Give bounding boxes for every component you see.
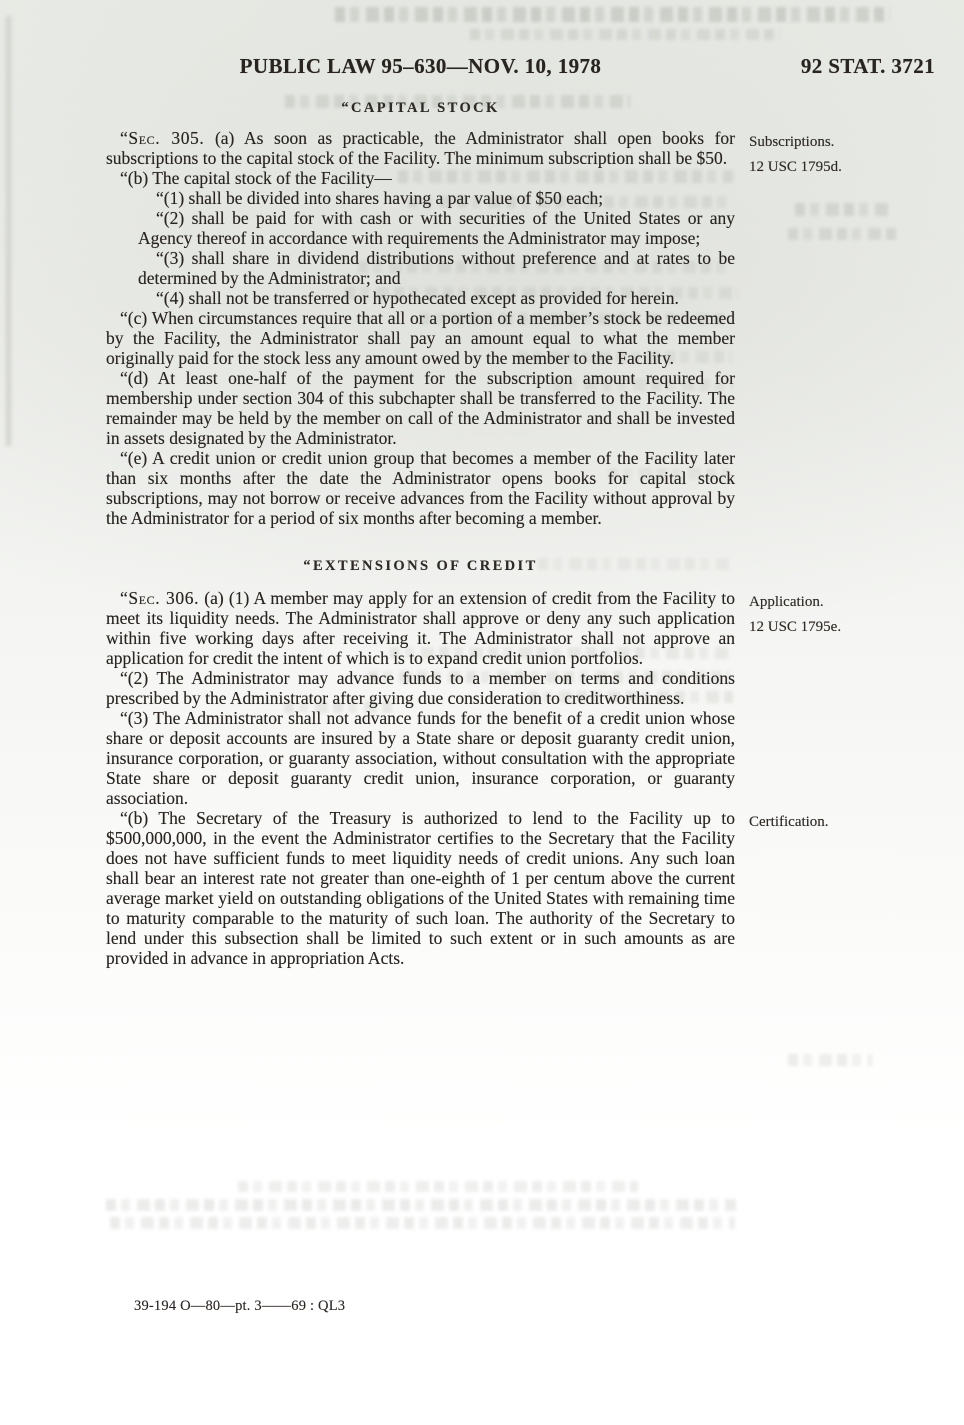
paragraph-text: (a) (1) A member may apply for an extension of credit from the Facility to meet its liquidity needs. The Administrator shall approve or deny any such application within five working days after receiving it. The Administrator shall not approve an application for credit the intent of which is to expand credit union portfolios.	[106, 588, 735, 668]
paragraph-text: “(4) shall not be transferred or hypothecated except as provided for herein.	[156, 288, 679, 308]
paragraph-text: “(d) At least one-half of the payment for the subscription amount required for membership under section 304 of this subchapter shall be transferred to the Facility. The remainder may be held by the member on call of the Administrator and shall be invested in assets designated by the Administrator.	[106, 368, 735, 448]
statutes-at-large-reference: 92 STAT. 3721	[800, 54, 935, 78]
paragraph-text: “(3) shall share in dividend distributions without preference and at rates to be determined by the Administrator; and	[138, 248, 735, 288]
print-imprint-line: 39-194 O—80—pt. 3——69 : QL3	[134, 1298, 346, 1314]
section-heading: “EXTENSIONS OF CREDIT	[303, 558, 538, 574]
paragraph-text: “(3) The Administrator shall not advance funds for the benefit of a credit union whose share or deposit accounts are insured by a State share or deposit guaranty credit union, insurance corporation, or guaranty association, without consultation with the appropriate State share or deposit guaranty credit union, insurance corporation, or guaranty association.	[106, 708, 735, 808]
running-head	[106, 54, 935, 80]
bleedthrough-artifact	[106, 1199, 736, 1211]
paragraph-text: “(b) The Secretary of the Treasury is authorized to lend to the Facility up to $500,000,000, in the event the Administrator certifies to the Secretary that the Facility does not have sufficient funds to meet liquidity needs of credit unions. Any such loan shall bear an interest rate not greater than one-eighth of 1 per centum above the current average market yield on outstanding obligations of the United States with remaining time to maturity comparable to the maturity of such loan. The authority of the Secretary to lend under this subsection shall be limited to such extent or in such amounts as are provided in advance in appropriation Acts.	[106, 808, 735, 968]
margin-note-line: 12 USC 1795d.	[749, 159, 842, 175]
statute-paragraph	[106, 168, 735, 188]
margin-note-line: Application.	[749, 594, 824, 610]
bleedthrough-artifact	[788, 1054, 872, 1066]
paragraph-text: “(c) When circumstances require that all or a portion of a member’s stock be redeemed by the Facility, the Administrator shall pay an amount equal to what the member originally paid for the stock less any amount owed by the member to the Facility.	[106, 308, 735, 368]
statute-paragraph	[106, 368, 735, 448]
statute-paragraph	[138, 288, 735, 308]
paragraph-text: (a) As soon as practicable, the Administrator shall open books for subscriptions to the capital stock of the Facility. The minimum subscription shall be $50.	[106, 128, 735, 168]
bleedthrough-artifact	[110, 1217, 735, 1229]
law-title: PUBLIC LAW 95–630—NOV. 10, 1978	[239, 54, 602, 78]
statute-paragraph	[106, 128, 842, 175]
statute-paragraph	[138, 188, 735, 208]
bleedthrough-artifact	[470, 29, 780, 40]
statute-paragraph	[138, 208, 735, 248]
margin-note	[749, 810, 935, 835]
paragraph-text: “(2) The Administrator may advance funds to a member on terms and conditions prescribed by the Administrator after giving due consideration to creditworthiness.	[106, 668, 735, 708]
statute-paragraph	[106, 808, 829, 968]
section-number-lead: “Sec. 305.	[120, 128, 205, 148]
section-number-lead: “Sec. 306.	[120, 588, 200, 608]
statute-paragraph	[106, 708, 735, 808]
statute-paragraph	[106, 588, 842, 668]
statute-section	[106, 100, 842, 528]
margin-note-line: Subscriptions.	[749, 134, 835, 150]
margin-note-line: Certification.	[749, 814, 829, 830]
statute-paragraph	[106, 668, 735, 708]
paragraph-text: “(b) The capital stock of the Facility—	[120, 168, 392, 188]
document-body	[106, 100, 842, 968]
margin-note	[749, 590, 935, 640]
page-content	[106, 54, 935, 968]
margin-note-line: 12 USC 1795e.	[749, 619, 842, 635]
bleedthrough-artifact	[335, 7, 890, 22]
margin-note	[749, 130, 935, 180]
paragraph-text: “(2) shall be paid for with cash or with securities of the United States or any Agency thereof in accordance with requirements the Administrator may impose;	[138, 208, 735, 248]
section-heading: “CAPITAL STOCK	[341, 100, 500, 116]
paragraph-text: “(e) A credit union or credit union group that becomes a member of the Facility later than six months after the date the Administrator opens books for capital stock subscriptions, may not borrow or receive advances from the Facility without approval by the Administrator for a period of six months after becoming a member.	[106, 448, 735, 528]
statute-section	[106, 558, 842, 968]
bleedthrough-artifact	[238, 1181, 638, 1192]
statute-paragraph	[106, 448, 735, 528]
statute-paragraph	[138, 248, 735, 288]
paragraph-text: “(1) shall be divided into shares having a par value of $50 each;	[156, 188, 604, 208]
statute-paragraph	[106, 308, 735, 368]
